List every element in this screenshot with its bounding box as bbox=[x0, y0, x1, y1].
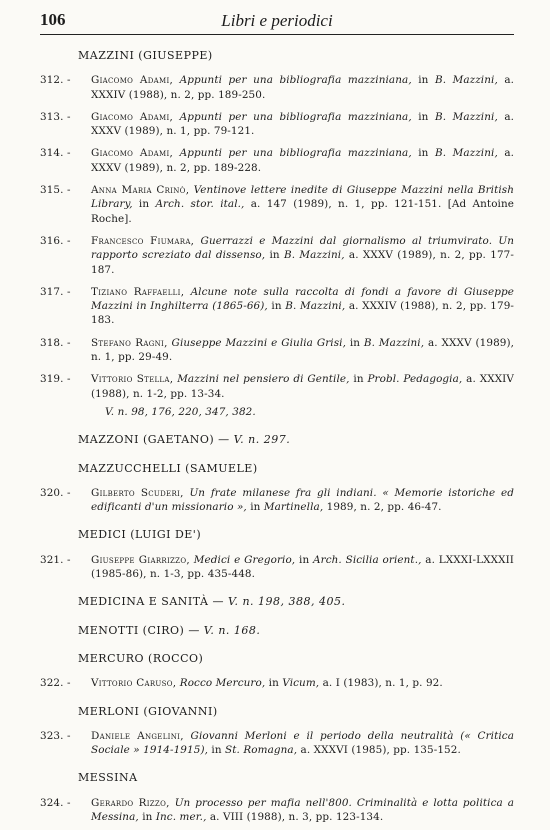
section-heading bbox=[78, 462, 514, 476]
entry-journal: Arch. stor. ital., bbox=[155, 198, 245, 211]
entry-number: 312. - bbox=[40, 74, 71, 87]
entry-details: 1989, n. 2, pp. 46-47. bbox=[326, 501, 442, 514]
page-header bbox=[40, 10, 514, 36]
section-name: MAZZINI (GIUSEPPE) bbox=[78, 49, 213, 62]
entry-number: 314. - bbox=[40, 147, 71, 160]
entry-in: in bbox=[269, 249, 280, 262]
entry-details: a. XXXV (1989), n. 2, pp. 177-187. bbox=[91, 249, 514, 276]
entry-title: Appunti per una bibliografia mazziniana, bbox=[179, 147, 412, 160]
entry-title: Un frate milanese fra gli indiani. « Memorie istoriche ed edificanti d'un missionario », bbox=[91, 486, 514, 514]
bibliography-entry bbox=[40, 183, 514, 226]
entry-number: 320. - bbox=[40, 486, 71, 499]
section-heading bbox=[78, 433, 514, 447]
bibliography-entry bbox=[40, 676, 514, 690]
section-heading bbox=[78, 705, 514, 719]
entry-title: Appunti per una bibliografia mazziniana, bbox=[179, 110, 412, 123]
entry-body bbox=[91, 73, 514, 102]
entry-number: 317. - bbox=[40, 285, 71, 298]
section-heading bbox=[78, 595, 514, 609]
bibliography-entry bbox=[40, 234, 514, 277]
cross-reference: — V. n. 297. bbox=[218, 433, 291, 447]
entry-journal: Martinella, bbox=[263, 501, 324, 514]
entry-body bbox=[91, 285, 514, 328]
bibliography-entry bbox=[40, 110, 514, 139]
entry-journal: B. Mazzini, bbox=[434, 74, 498, 87]
entry-in: in bbox=[349, 336, 361, 349]
bibliography-entry bbox=[40, 729, 514, 758]
section-heading bbox=[78, 652, 514, 666]
section-name: MEDICI (LUIGI DE') bbox=[78, 528, 202, 542]
entry-details: a. LXXXI-LXXXII (1985-86), n. 1-3, pp. 435-448. bbox=[91, 553, 514, 581]
entry-number: 321. - bbox=[40, 553, 71, 566]
bibliography-entry bbox=[40, 796, 514, 825]
entry-body bbox=[91, 234, 514, 277]
entry-details: a. XXXVI (1985), pp. 135-152. bbox=[300, 744, 461, 757]
bibliography-entry bbox=[40, 285, 514, 328]
entry-title: Ventinove lettere inedite di Giuseppe Mazzini nella British Library, bbox=[91, 184, 515, 211]
entry-body bbox=[91, 183, 514, 226]
entry-number: 316. - bbox=[40, 234, 71, 247]
entry-in: in bbox=[299, 553, 310, 566]
entry-in: in bbox=[142, 810, 153, 823]
bibliography-entry bbox=[40, 553, 514, 582]
entry-body bbox=[91, 729, 514, 758]
entry-journal: Arch. Sicilia orient., bbox=[313, 553, 422, 566]
entry-number: 318. - bbox=[40, 336, 71, 349]
section-name: MESSINA bbox=[78, 771, 138, 785]
entry-details: a. I (1983), n. 1, p. 92. bbox=[322, 677, 443, 690]
entry-body bbox=[91, 336, 514, 365]
section-name: MENOTTI (CIRO) bbox=[78, 623, 185, 637]
entry-details: a. XXXIV (1988), n. 2, pp. 189-250. bbox=[91, 74, 515, 101]
entry-details: a. XXXV (1989), n. 2, pp. 189-228. bbox=[91, 147, 515, 174]
entry-journal: B. Mazzini, bbox=[434, 147, 498, 160]
entry-title: Un processo per mafia nell'800. Criminalità e lotta politica a Messina, bbox=[91, 796, 515, 823]
cross-reference: — V. n. 198, 388, 405. bbox=[212, 595, 346, 609]
running-title: Libri e periodici bbox=[221, 11, 333, 30]
section-heading bbox=[78, 771, 514, 785]
entry-details: a. XXXIV (1988), n. 2, pp. 179-183. bbox=[91, 300, 515, 327]
entry-body bbox=[91, 486, 514, 515]
entry-in: in bbox=[418, 74, 429, 87]
bibliography-entry bbox=[40, 336, 514, 365]
entry-author: Giuseppe Giarrizzo, bbox=[91, 553, 190, 566]
entry-details: a. VIII (1988), n. 3, pp. 123-134. bbox=[209, 810, 384, 823]
entry-in: in bbox=[418, 147, 429, 160]
entry-journal: B. Mazzini, bbox=[283, 249, 345, 262]
entry-in: in bbox=[271, 300, 282, 313]
entry-body bbox=[91, 110, 514, 139]
bibliography-entry bbox=[40, 73, 514, 102]
entry-journal: Probl. Pedagogia, bbox=[367, 373, 463, 386]
bibliography-entry bbox=[40, 146, 514, 175]
entry-journal: B. Mazzini, bbox=[434, 110, 498, 123]
entry-author: Daniele Angelini, bbox=[91, 729, 184, 742]
entry-body bbox=[91, 676, 514, 690]
entry-in: in bbox=[138, 198, 150, 211]
entry-author: Giacomo Adami, bbox=[91, 147, 174, 160]
entry-body bbox=[91, 553, 514, 582]
entry-details: a. XXXV (1989), n. 1, pp. 79-121. bbox=[91, 110, 515, 138]
entry-title: Giovanni Merloni e il periodo della neutralità (« Critica Sociale » 1914-1915), bbox=[91, 729, 515, 757]
entry-number: 324. - bbox=[40, 796, 71, 809]
entry-title: Giuseppe Mazzini e Giulia Grisi, bbox=[171, 336, 346, 349]
entry-journal: B. Mazzini, bbox=[363, 336, 425, 349]
entry-details: a. XXXIV (1988), n. 1-2, pp. 13-34. bbox=[91, 373, 514, 400]
entry-body bbox=[91, 146, 514, 175]
entry-title: Rocco Mercuro, bbox=[179, 677, 266, 690]
see-also-reference: V. n. 98, 176, 220, 347, 382. bbox=[105, 405, 256, 418]
section-name: MAZZONI (GAETANO) bbox=[78, 433, 215, 447]
entry-author: Anna Maria Crinò, bbox=[91, 184, 190, 197]
entry-title: Guerrazzi e Mazzini dal giornalismo al triumvirato. Un rapporto screziato dal dissenso, bbox=[91, 234, 514, 262]
entry-in: in bbox=[418, 110, 429, 123]
entry-details: a. XXXV (1989), n. 1, pp. 29-49. bbox=[91, 336, 515, 364]
entry-number: 322. - bbox=[40, 677, 71, 690]
entry-title: Alcune note sulla raccolta di fondi a favore di Giuseppe Mazzini in Inghilterra (1865-66), bbox=[91, 285, 514, 313]
section-name: MEDICINA E SANITÀ bbox=[78, 595, 209, 609]
entry-title: Appunti per una bibliografia mazziniana, bbox=[179, 74, 412, 87]
entry-author: Gerardo Rizzo, bbox=[91, 796, 170, 809]
entry-in: in bbox=[268, 677, 279, 690]
entry-number: 315. - bbox=[40, 184, 71, 197]
bibliography-content bbox=[40, 36, 514, 824]
entry-journal: B. Mazzini, bbox=[285, 300, 346, 313]
entry-author: Gilberto Scuderi, bbox=[91, 486, 184, 499]
entry-in: in bbox=[353, 373, 364, 386]
bibliography-entry bbox=[40, 486, 514, 515]
entry-journal: St. Romagna, bbox=[225, 744, 298, 757]
entry-body bbox=[91, 796, 514, 825]
header-rule bbox=[40, 34, 514, 35]
entry-details: a. 147 (1989), n. 1, pp. 121-151. [Ad Antoine Roche]. bbox=[91, 198, 515, 225]
section-name: MAZZUCCHELLI (SAMUELE) bbox=[78, 461, 258, 475]
section-heading bbox=[78, 49, 514, 63]
bibliography-entry bbox=[40, 372, 514, 401]
section-heading bbox=[78, 624, 514, 638]
entry-in: in bbox=[211, 744, 222, 757]
entry-title: Medici e Gregorio, bbox=[193, 553, 296, 566]
entry-author: Tiziano Raffaelli, bbox=[91, 285, 185, 298]
entry-author: Giacomo Adami, bbox=[91, 110, 174, 123]
entry-in: in bbox=[250, 501, 261, 514]
page-number: 106 bbox=[40, 10, 66, 29]
section-heading bbox=[78, 528, 514, 542]
section-name: MERCURO (ROCCO) bbox=[78, 651, 204, 665]
entry-author: Francesco Fiumara, bbox=[91, 234, 195, 247]
entry-author: Vittorio Caruso, bbox=[91, 677, 177, 690]
entry-journal: Inc. mer., bbox=[155, 810, 207, 823]
entry-author: Vittorio Stella, bbox=[91, 373, 174, 386]
cross-reference: — V. n. 168. bbox=[188, 623, 261, 637]
entry-title: Mazzini nel pensiero di Gentile, bbox=[177, 373, 350, 386]
entry-number: 323. - bbox=[40, 729, 71, 742]
section-name: MERLONI (GIOVANNI) bbox=[78, 704, 218, 718]
entry-journal: Vicum, bbox=[282, 677, 320, 690]
entry-number: 313. - bbox=[40, 110, 71, 123]
entry-author: Stefano Ragni, bbox=[91, 336, 168, 349]
entry-body bbox=[91, 372, 514, 401]
entry-author: Giacomo Adami, bbox=[91, 74, 174, 87]
entry-number: 319. - bbox=[40, 373, 71, 386]
